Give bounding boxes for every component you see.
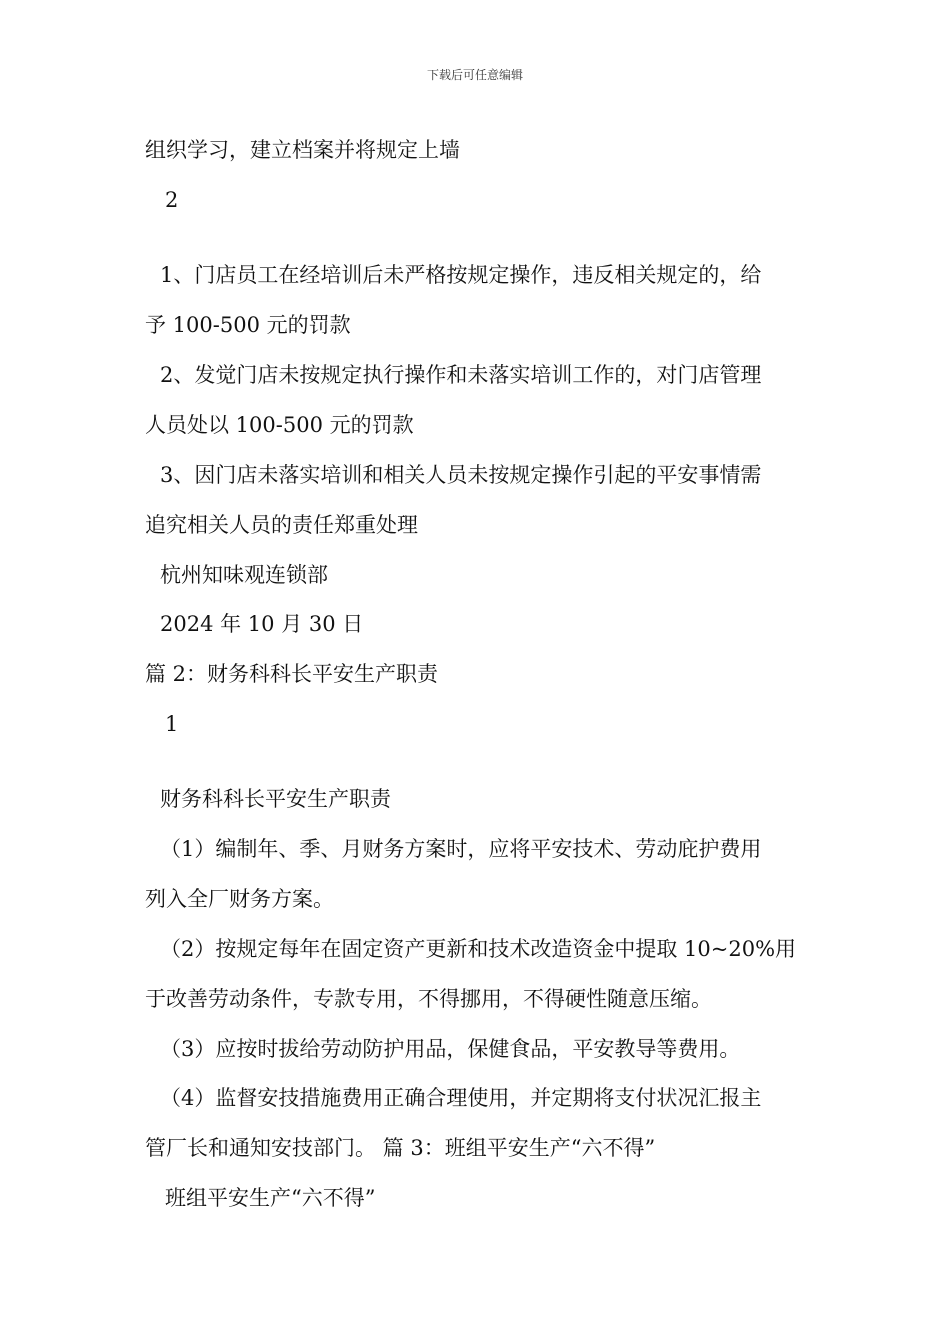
text-line: （2）按规定每年在固定资产更新和技术改造资金中提取 10~20%用 bbox=[160, 937, 797, 961]
text-line: 2、发觉门店未按规定执行操作和未落实培训工作的，对门店管理 bbox=[160, 363, 762, 387]
text-line: 予 100-500 元的罚款 bbox=[145, 313, 351, 337]
text-line: 追究相关人员的责任郑重处理 bbox=[145, 513, 418, 537]
section-heading: 篇 2：财务科科长平安生产职责 bbox=[145, 662, 439, 686]
text-line: 3、因门店未落实培训和相关人员未按规定操作引起的平安事情需 bbox=[160, 463, 762, 487]
section-number: 1 bbox=[165, 712, 179, 736]
text-line: 列入全厂财务方案。 bbox=[145, 887, 334, 911]
page-header: 下载后可任意编辑 bbox=[426, 68, 523, 82]
text-line: 管厂长和通知安技部门。 篇 3：班组平安生产“六不得” bbox=[145, 1136, 656, 1160]
text-line: （3）应按时拔给劳动防护用品，保健食品，平安教导等费用。 bbox=[160, 1037, 741, 1061]
text-line: 组织学习，建立档案并将规定上墙 bbox=[145, 138, 460, 162]
section-number: 2 bbox=[165, 188, 179, 212]
text-line: 于改善劳动条件，专款专用，不得挪用，不得硬性随意压缩。 bbox=[145, 987, 712, 1011]
signature-org: 杭州知味观连锁部 bbox=[160, 563, 328, 587]
subsection-title: 财务科科长平安生产职责 bbox=[160, 787, 391, 811]
text-line: 人员处以 100-500 元的罚款 bbox=[145, 413, 414, 437]
text-line: （1）编制年、季、月财务方案时，应将平安技术、劳动庇护费用 bbox=[160, 837, 762, 861]
text-line: （4）监督安技措施费用正确合理使用，并定期将支付状况汇报主 bbox=[160, 1086, 762, 1110]
signature-date: 2024 年 10 月 30 日 bbox=[160, 612, 364, 636]
text-line: 1、门店员工在经培训后未严格按规定操作，违反相关规定的，给 bbox=[160, 263, 762, 287]
subsection-title: 班组平安生产“六不得” bbox=[165, 1186, 376, 1210]
